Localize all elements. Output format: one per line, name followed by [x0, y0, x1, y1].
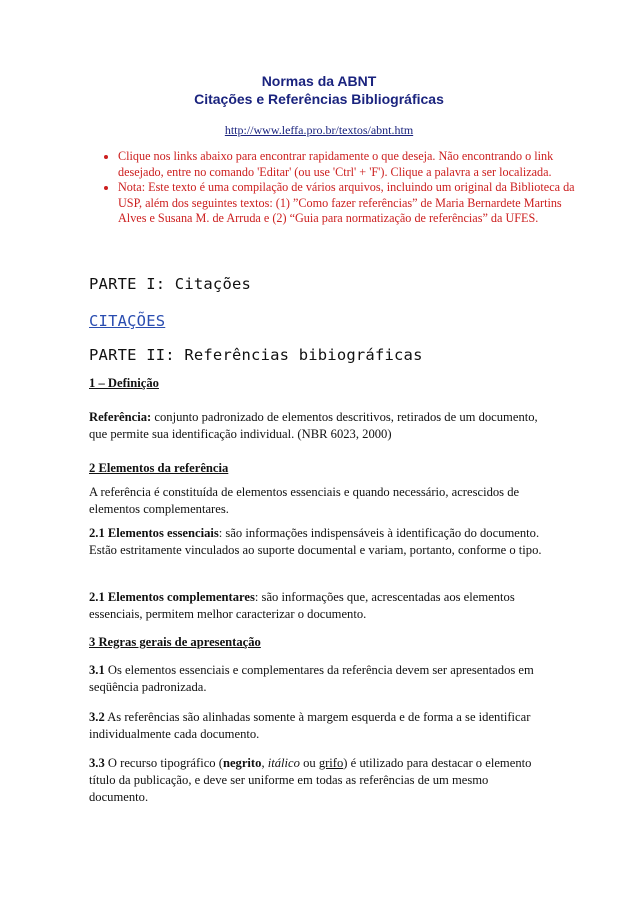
rule-number: 3.1 — [89, 663, 105, 677]
source-link[interactable]: http://www.leffa.pro.br/textos/abnt.htm — [224, 123, 414, 137]
citacoes-link[interactable]: CITAÇÕES — [89, 312, 166, 330]
rule-number: 3.2 — [89, 710, 105, 724]
paragraph-text: , — [261, 756, 268, 770]
section-2-paragraph — [89, 484, 549, 518]
term: Referência: — [89, 410, 152, 424]
section-heading: 2 Elementos da referência — [89, 461, 229, 475]
paragraph-text: Os elementos essenciais e complementares da referência devem ser apresentados em seqüência padronizada. — [89, 663, 534, 695]
section-2-1b-paragraph — [89, 589, 549, 623]
document-title: Normas da ABNT — [261, 73, 377, 89]
part2-heading: PARTE II: Referências bibiográficas — [89, 346, 423, 364]
italic-word: itálico — [267, 756, 300, 770]
notes-list — [93, 149, 578, 227]
paragraph-text: As referências são alinhadas somente à margem esquerda e de forma a se identificar individualmente cada documento. — [89, 710, 531, 742]
section-3-3-paragraph — [89, 755, 549, 807]
paragraph-text: conjunto padronizado de elementos descritivos, retirados de um documento, que permite sua identificação individual. (NBR 6023, 2000) — [89, 410, 538, 442]
underlined-word: grifo — [318, 756, 344, 770]
section-1-paragraph — [89, 409, 549, 443]
term: 2.1 Elementos essenciais — [89, 526, 219, 540]
note-item: • Clique nos links abaixo para encontrar rapidamente o que deseja. Não encontrando o link desejado, entre no comando 'Editar' (ou use 'Ctrl' + 'F'). Clique a palavra a ser localizada. — [118, 149, 578, 180]
paragraph-text: : são informações que, acrescentadas aos elementos essenciais, permitem melhor caracterizar o documento. — [89, 590, 515, 622]
title-block — [0, 72, 638, 108]
section-3-1-paragraph — [89, 662, 549, 696]
section-2-1-paragraph — [89, 525, 549, 559]
section-heading: 3 Regras gerais de apresentação — [89, 635, 261, 649]
paragraph-text: A referência é constituída de elementos essenciais e quando necessário, acrescidos de elementos complementares. — [89, 485, 520, 517]
part1-heading: PARTE I: Citações — [89, 275, 252, 293]
term: 2.1 Elementos complementares — [89, 590, 255, 604]
section-3-2-paragraph — [89, 709, 549, 743]
paragraph-text: ou — [299, 756, 319, 770]
bold-word: negrito — [222, 756, 262, 770]
rule-number: 3.3 — [89, 756, 105, 770]
section-1-heading — [89, 375, 549, 392]
document-subtitle: Citações e Referências Bibliográficas — [194, 91, 444, 107]
paragraph-text: ) é utilizado para destacar o elemento título da publicação, e deve ser uniforme em todas as referências de um mesmo documento. — [89, 756, 532, 805]
section-3-heading — [89, 634, 549, 651]
section-heading: 1 – Definição — [89, 376, 159, 390]
note-item: • Nota: Este texto é uma compilação de vários arquivos, incluindo um original da Biblioteca da USP, além dos seguintes textos: (1) ”Como fazer referências” de Maria Bernardete Martins Alves e Susana M. de Arruda e (2) “Guia para normatização de referências” da UFES. — [118, 180, 578, 227]
section-2-heading — [89, 460, 549, 477]
paragraph-text: : são informações indispensáveis à identificação do documento. Estão estritamente vinculados ao suporte documental e variam, portanto, conforme o tipo. — [89, 526, 542, 558]
paragraph-text: O recurso tipográfico ( — [104, 756, 223, 770]
